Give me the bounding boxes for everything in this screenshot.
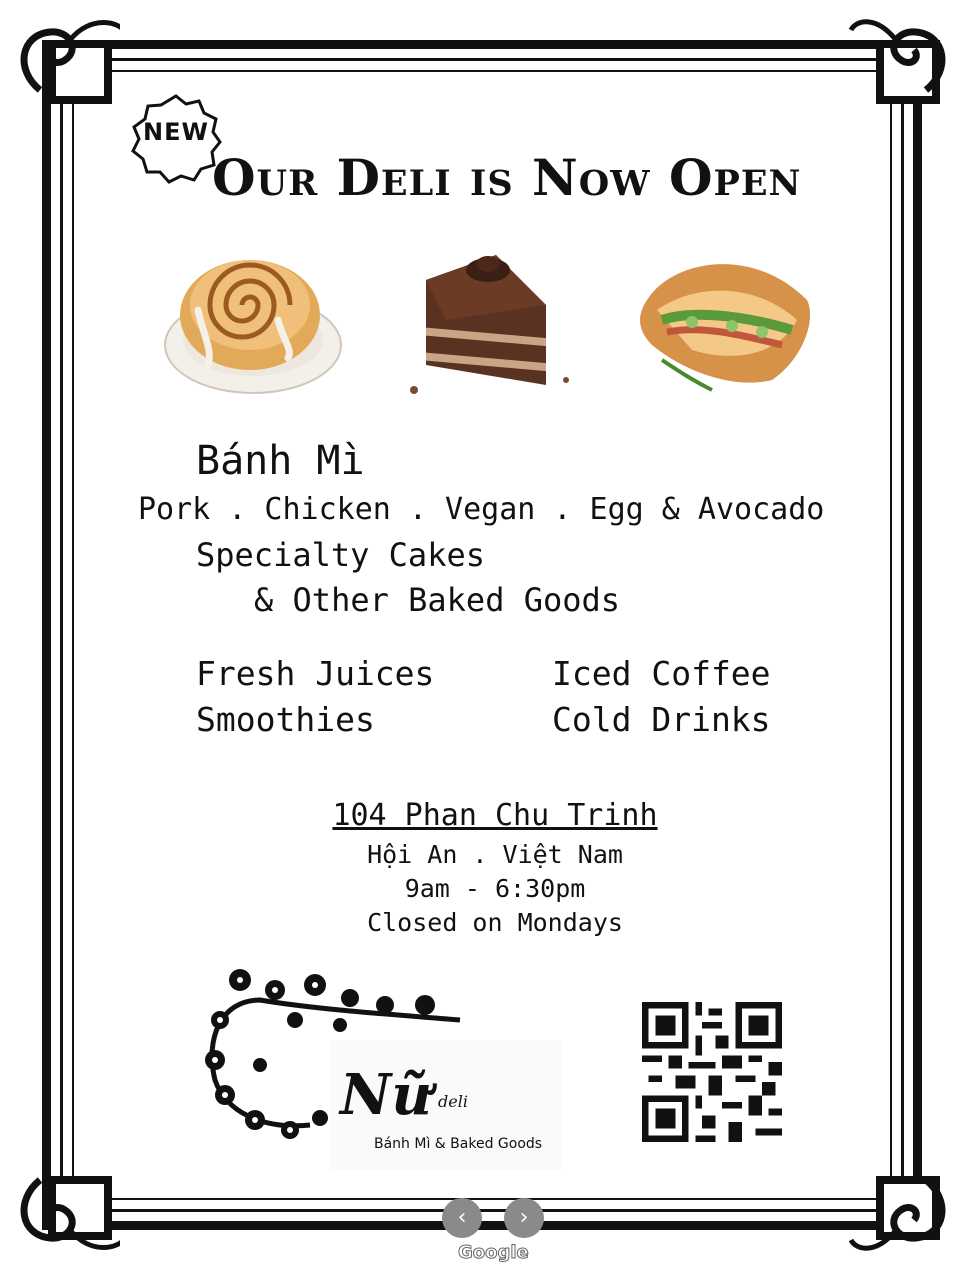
specialty-cakes: Specialty Cakes bbox=[196, 536, 485, 574]
address-line: 104 Phan Chu Trinh bbox=[332, 798, 658, 833]
swirl-ornament-top-right bbox=[846, 10, 956, 100]
closed-line bbox=[0, 908, 966, 937]
next-image-button[interactable]: › bbox=[504, 1198, 544, 1238]
city-line bbox=[0, 840, 966, 869]
cinnamon-roll-image bbox=[158, 240, 348, 410]
prev-image-button[interactable]: ‹ bbox=[442, 1198, 482, 1238]
hours-text: 9am - 6:30pm bbox=[404, 874, 586, 903]
closed-text: Closed on Mondays bbox=[367, 908, 623, 937]
google-watermark: Google bbox=[458, 1242, 529, 1263]
qr-code-icon bbox=[642, 1002, 782, 1142]
logo-deli: deli bbox=[438, 1092, 468, 1111]
swirl-ornament-bottom-right bbox=[846, 1170, 956, 1260]
banh-mi-options: Pork . Chicken . Vegan . Egg & Avocado bbox=[138, 492, 825, 527]
drink-smoothies: Smoothies bbox=[196, 700, 375, 739]
drink-fresh-juices: Fresh Juices bbox=[196, 654, 435, 693]
banh-mi-title: Bánh Mì bbox=[196, 438, 365, 484]
headline-title: Our Deli is Now Open bbox=[212, 148, 802, 207]
drink-cold-drinks: Cold Drinks bbox=[552, 700, 771, 739]
address-block bbox=[0, 798, 966, 833]
city-text: Hội An . Việt Nam bbox=[367, 840, 623, 869]
logo-tagline: Bánh Mì & Baked Goods bbox=[374, 1136, 543, 1152]
swirl-ornament-bottom-left bbox=[10, 1170, 120, 1260]
logo-name: Nữ bbox=[340, 1062, 432, 1128]
new-badge-label: NEW bbox=[143, 118, 209, 146]
swirl-ornament-top-left bbox=[10, 10, 120, 100]
banh-mi-image bbox=[632, 240, 822, 410]
drink-iced-coffee: Iced Coffee bbox=[552, 654, 771, 693]
hours-line bbox=[0, 874, 966, 903]
chocolate-cake-image bbox=[396, 240, 586, 410]
other-baked-goods: & Other Baked Goods bbox=[254, 581, 621, 619]
